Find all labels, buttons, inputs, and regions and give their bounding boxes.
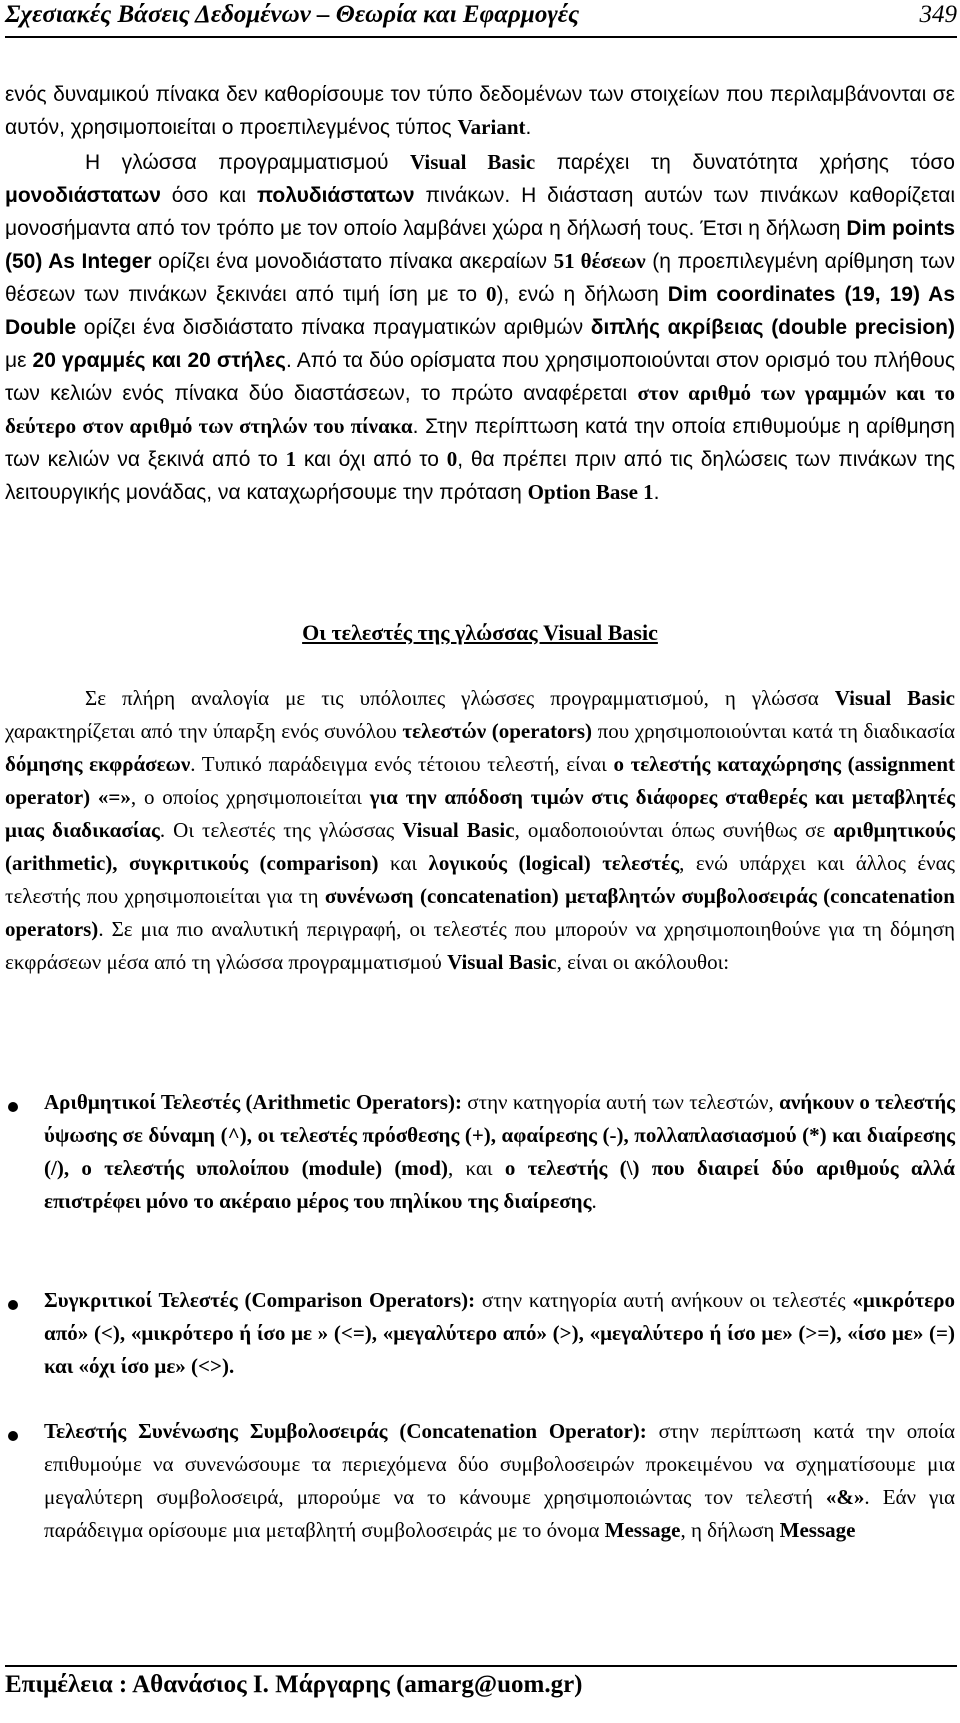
bullet-icon [8,1300,18,1310]
section-title: Οι τελεστές της γλώσσας Visual Basic [302,620,658,645]
bullet-concatenation: Τελεστής Συνένωσης Συμβολοσειράς (Concatenation Operator): στην περίπτωση κατά την οποία επιθυμούμε να συνενώσουμε τα περιεχόμενα δύο συμβολοσειρών προκειμένου να σχηματίσουμε μια μεγαλύτερη συμβολοσειρά, μπορούμε να το κάνουμε χρησιμοποιώντας τον τελεστή «&». Εάν για παράδειγμα ορίσουμε μια μεταβλητή συμβολοσειράς με το όνομα Message, η δήλωση Message [44,1419,955,1542]
paragraph-2: Η γλώσσα προγραμματισμού Visual Basic παρέχει τη δυνατότητα χρήσης τόσο μονοδιάστατων όσο και πολυδιάστατων πινάκων. Η διάσταση αυτών των πινάκων καθορίζεται μονοσήμαντα από τον τρόπο με τον οποίο λαμβάνει χώρα η δήλωσή τους. Έτσι η δήλωση Dim points (50) As Integer ορίζει ένα μονοδιάστατο πίνακα ακεραίων 51 θέσεων (η προεπιλεγμένη αρίθμηση των θέσεων των πινάκων ξεκινάει από τιμή ίση με το 0), ενώ η δήλωση Dim coordinates (19, 19) As Double ορίζει ένα δισδιάστατο πίνακα πραγματικών αριθμών διπλής ακρίβειας (double precision) με 20 γραμμές και 20 στήλες. Από τα δύο ορίσματα που χρησιμοποιούνται στον ορισμό του πλήθους των κελιών ενός πίνακα δύο διαστάσεων, το πρώτο αναφέρεται στον αριθμό των γραμμών και το δεύτερο στον αριθμό των στηλών του πίνακα. Στην περίπτωση κατά την οποία επιθυμούμε η αρίθμηση των κελιών να ξεκινά από το 1 και όχι από το 0, θα πρέπει πριν από τις δηλώσεις των πινάκων της λειτουργικής μονάδας, να καταχωρήσουμε την πρόταση Option Base 1. [5,150,956,504]
page-footer [5,1665,957,1701]
page-number: 349 [919,1,957,28]
page-header [5,0,957,38]
header-title: Σχεσιακές Βάσεις Δεδομένων – Θεωρία και Εφαρμογές [5,1,580,28]
paragraph-3: Σε πλήρη αναλογία με τις υπόλοιπες γλώσσες προγραμματισμού, η γλώσσα Visual Basic χαρακτηρίζεται από την ύπαρξη ενός συνόλου τελεστών (operators) που χρησιμοποιούνται κατά τη διαδικασία δόμησης εκφράσεων. Τυπικό παράδειγμα ενός τέτοιου τελεστή, είναι ο τελεστής καταχώρησης (assignment operator) «=», ο οποίος χρησιμοποιείται για την απόδοση τιμών στις διάφορες σταθερές και μεταβλητές μιας διαδικασίας. Οι τελεστές της γλώσσας Visual Basic, ομαδοποιούνται όπως συνήθως σε αριθμητικούς (arithmetic), συγκριτικούς (comparison) και λογικούς (logical) τελεστές, ενώ υπάρχει και άλλος ένας τελεστής που χρησιμοποιείται για τη συνένωση (concatenation) μεταβλητών συμβολοσειράς (concatenation operators). Σε μια πιο αναλυτική περιγραφή, οι τελεστές που μπορούν να χρησιμοποιηθούνε για τη δόμηση εκφράσεων μέσα από τη γλώσσα προγραμματισμού Visual Basic, είναι οι ακόλουθοι: [5,686,956,974]
bullet-icon [8,1102,18,1112]
bullet-comparison: Συγκριτικοί Τελεστές (Comparison Operators): στην κατηγορία αυτή ανήκουν οι τελεστές «μικρότερο από» (<), «μικρότερο ή ίσο με » (<=), «μεγαλύτερο από» (>), «μεγαλύτερο ή ίσο με» (>=), «ίσο με» (=) και «όχι ίσο με» (<>). [44,1288,956,1378]
footer-text: Επιμέλεια : Αθανάσιος Ι. Μάργαρης (amarg@uom.gr) [5,1671,583,1698]
paragraph-1: ενός δυναμικού πίνακα δεν καθορίσουμε τον τύπο δεδομένων των στοιχείων που περιλαμβάνονται σε αυτόν, χρησιμοποιείται ο προεπιλεγμένος τύπος Variant. [5,83,955,139]
bullet-arithmetic: Αριθμητικοί Τελεστές (Arithmetic Operators): στην κατηγορία αυτή των τελεστών, ανήκουν ο τελεστής ύψωσης σε δύναμη (^), οι τελεστές πρόσθεσης (+), αφαίρεσης (-), πολλαπλασιασμού (*) και διαίρεσης (/), ο τελεστής υπολοίπου (module) (mod), και ο τελεστής (\) που διαιρεί δύο αριθμούς αλλά επιστρέφει μόνο το ακέραιο μέρος του πηλίκου της διαίρεσης. [44,1090,955,1213]
bullet-icon [8,1431,18,1441]
